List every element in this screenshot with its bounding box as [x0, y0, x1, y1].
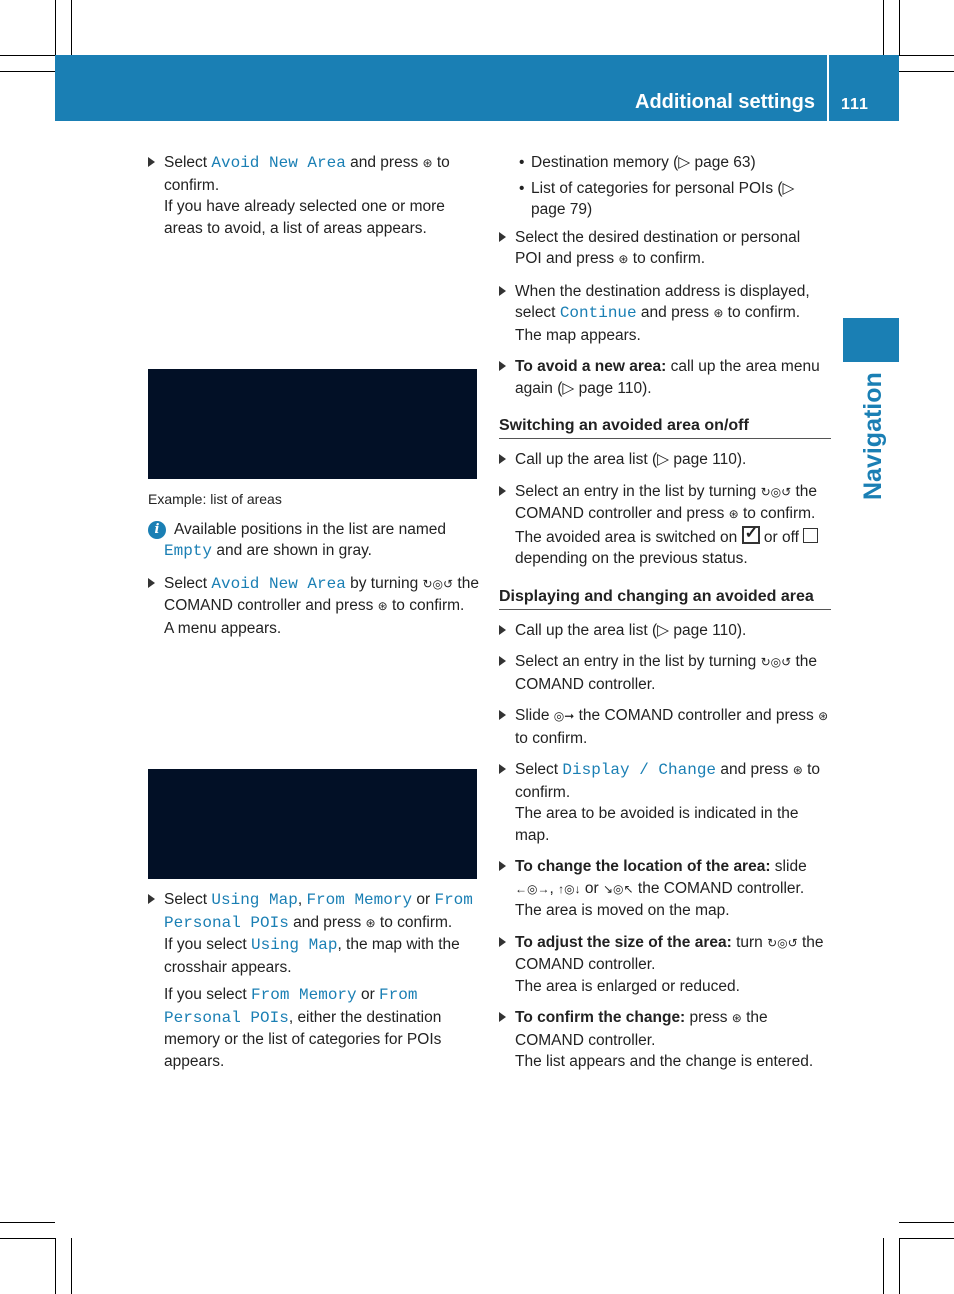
step-note: The avoided area is switched on ✓ or off depending on the previous status. [515, 526, 831, 570]
step-select-entry: Select an entry in the list by turning ↻◎↺ the COMAND controller. [499, 651, 831, 695]
press-icon: ⊛ [618, 252, 629, 266]
step-select-source: Select Using Map, From Memory or From Personal POIs and press ⊛ to confirm. If you select Using Map, the map with the crosshair appears. If you select From Memory or From Personal POIs, either the destination memory or the list of categories for POIs appears. [148, 889, 480, 1072]
page-header [55, 55, 899, 121]
step-display-change: Select Display / Change and press ⊛ to confirm. The area to be avoided is indicated in the map. [499, 759, 831, 846]
step-avoid-new-area: To avoid a new area: call up the area menu again (▷ page 110). [499, 356, 831, 399]
side-tab-label: Navigation [859, 372, 887, 500]
subsection-heading: Displaying and changing an avoided area [499, 586, 831, 610]
crop-mark [899, 1222, 954, 1223]
arrow-icon [499, 656, 506, 666]
step-note: The area to be avoided is indicated in the map. [515, 805, 799, 844]
step-continue: When the destination address is displayed, select Continue and press ⊛ to confirm. The map appears. [499, 281, 831, 347]
slide-right-icon: ◎➞ [553, 709, 575, 723]
arrow-icon [499, 861, 506, 871]
arrow-icon [499, 710, 506, 720]
right-column [499, 152, 831, 1083]
bullet-item: • Destination memory (▷ page 63) [519, 154, 756, 171]
checkbox-checked-icon [742, 526, 760, 544]
crop-mark [0, 71, 55, 72]
turn-icon: ↻◎↺ [760, 655, 792, 669]
press-icon: ⊛ [422, 156, 433, 170]
image-spacer [148, 649, 477, 755]
crop-mark [0, 1222, 55, 1223]
crop-mark [899, 71, 954, 72]
arrow-icon [499, 937, 506, 947]
arrow-icon [499, 486, 506, 496]
arrow-icon [499, 286, 506, 296]
step-adjust-size: To adjust the size of the area: turn ↻◎↺ the COMAND controller. The area is enlarged or reduced. [499, 932, 831, 998]
turn-icon: ↻◎↺ [422, 576, 454, 591]
step-slide: Slide ◎➞ the COMAND controller and press ⊛ to confirm. [499, 705, 831, 749]
crop-mark [55, 0, 56, 55]
arrow-icon [499, 764, 506, 774]
press-icon: ⊛ [728, 507, 739, 521]
crop-mark [55, 1238, 56, 1294]
subsection-heading: Switching an avoided area on/off [499, 415, 831, 439]
image-spacer [148, 249, 477, 355]
arrow-icon [499, 454, 506, 464]
crop-mark [0, 1238, 55, 1239]
checkbox-empty-icon [803, 528, 818, 543]
press-icon: ⊛ [731, 1011, 742, 1025]
step-select-avoid-new-area: Select Avoid New Area and press ⊛ to confirm. If you have already selected one or more areas to avoid, a list of areas appears. [148, 152, 480, 239]
step-note: The area is moved on the map. [515, 902, 730, 919]
arrow-icon [148, 578, 155, 588]
arrow-icon [499, 1012, 506, 1022]
crop-mark [899, 0, 900, 55]
arrow-icon [148, 157, 155, 167]
step-change-location: To change the location of the area: slide ←◎→, ↑◎↓ or ↘◎↖ the COMAND controller. The area is moved on the map. [499, 856, 831, 922]
slide-horizontal-icon: ←◎→ [515, 881, 550, 896]
step-call-area-list: Call up the area list (▷ page 110). [499, 449, 831, 471]
step-note: If you have already selected one or more areas to avoid, a list of areas appears. [164, 198, 445, 237]
turn-icon: ↻◎↺ [760, 484, 792, 499]
page-number: 111 [841, 96, 869, 113]
screen-image [148, 369, 477, 479]
crop-mark [883, 1238, 884, 1294]
left-column [148, 152, 480, 1082]
image-caption: Example: list of areas [148, 491, 282, 507]
crop-mark [883, 0, 884, 55]
crop-mark [899, 1238, 900, 1294]
crop-mark [899, 55, 954, 56]
header-divider [827, 55, 829, 121]
turn-icon: ↻◎↺ [767, 935, 798, 950]
step-turn-select: Select Avoid New Area by turning ↻◎↺ the COMAND controller and press ⊛ to confirm. A menu appears. [148, 573, 480, 640]
crop-mark [71, 0, 72, 55]
step-note: The area is enlarged or reduced. [515, 977, 740, 995]
step-call-area-list: Call up the area list (▷ page 110). [499, 620, 831, 642]
crop-mark [0, 55, 55, 56]
step-note: If you select From Memory or From Personal POIs, either the destination memory or the list of categories for POIs appears. [164, 986, 442, 1070]
menu-item-ref: Avoid New Area [211, 154, 346, 172]
slide-vertical-icon: ↑◎↓ [558, 881, 581, 896]
step-note: If you select Using Map, the map with the crosshair appears. [164, 936, 460, 976]
step-note: A menu appears. [164, 619, 282, 637]
arrow-icon [499, 361, 506, 371]
step-note: The list appears and the change is entered. [515, 1053, 814, 1070]
info-icon: i [148, 521, 166, 539]
side-tab-marker [843, 318, 899, 362]
info-note: i Available positions in the list are named Empty and are shown in gray. [148, 519, 480, 563]
press-icon: ⊛ [818, 709, 829, 723]
crop-mark [71, 1238, 72, 1294]
arrow-icon [499, 232, 506, 242]
press-icon: ⊛ [713, 306, 724, 320]
press-icon: ⊛ [792, 763, 803, 777]
press-icon: ⊛ [365, 915, 376, 930]
step-select-entry: Select an entry in the list by turning ↻◎↺ the COMAND controller and press ⊛ to confirm. The avoided area is switched on ✓ or off depending on the previous status. [499, 481, 831, 570]
slide-diagonal-icon: ↘◎↖ [603, 881, 634, 896]
step-note: The map appears. [515, 326, 641, 344]
screen-image [148, 769, 477, 879]
arrow-icon [499, 625, 506, 635]
step-select-destination: Select the desired destination or personal POI and press ⊛ to confirm. [499, 227, 831, 271]
crop-mark [899, 1238, 954, 1239]
bullet-item: • List of categories for personal POIs (▷ page 79) [519, 179, 795, 218]
arrow-icon [148, 894, 155, 904]
step-confirm-change: To confirm the change: press ⊛ the COMAND controller. The list appears and the change is entered. [499, 1007, 831, 1073]
press-icon: ⊛ [377, 599, 388, 613]
section-title: Additional settings [635, 91, 815, 113]
